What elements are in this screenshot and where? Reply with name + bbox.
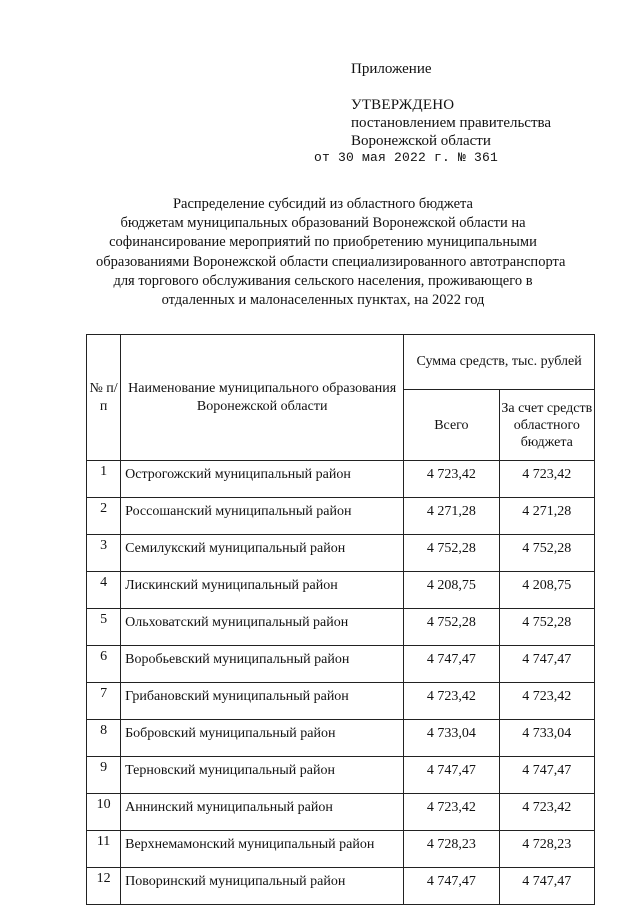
row-total-amount: 4 208,75 bbox=[404, 572, 499, 609]
column-header-regional: За счет средств областного бюджета bbox=[499, 390, 594, 461]
row-number: 2 bbox=[87, 498, 121, 535]
subsidy-table bbox=[86, 334, 595, 905]
row-total-amount: 4 733,04 bbox=[404, 720, 499, 757]
row-number: 11 bbox=[87, 831, 121, 868]
row-regional-amount: 4 747,47 bbox=[499, 757, 594, 794]
approved-by-line-2: Воронежской области bbox=[351, 133, 491, 149]
row-number: 7 bbox=[87, 683, 121, 720]
row-number: 5 bbox=[87, 609, 121, 646]
row-regional-amount: 4 723,42 bbox=[499, 461, 594, 498]
table-row bbox=[87, 720, 595, 757]
table-row bbox=[87, 757, 595, 794]
row-regional-amount: 4 752,28 bbox=[499, 609, 594, 646]
row-regional-amount: 4 723,42 bbox=[499, 794, 594, 831]
row-number: 6 bbox=[87, 646, 121, 683]
column-header-name: Наименование муниципального образования Воронежской области bbox=[121, 335, 404, 461]
approved-heading: УТВЕРЖДЕНО bbox=[351, 97, 455, 113]
appendix-label: Приложение bbox=[351, 61, 432, 77]
row-number: 8 bbox=[87, 720, 121, 757]
table-row bbox=[87, 461, 595, 498]
table-row bbox=[87, 646, 595, 683]
row-total-amount: 4 723,42 bbox=[404, 683, 499, 720]
row-municipality-name: Семилукский муниципальный район bbox=[121, 535, 404, 572]
title-line: бюджетам муниципальных образований Воронежской области на bbox=[120, 215, 526, 232]
row-total-amount: 4 271,28 bbox=[404, 498, 499, 535]
table-row bbox=[87, 868, 595, 905]
row-total-amount: 4 752,28 bbox=[404, 609, 499, 646]
row-number: 12 bbox=[87, 868, 121, 905]
table-row bbox=[87, 609, 595, 646]
row-regional-amount: 4 208,75 bbox=[499, 572, 594, 609]
row-total-amount: 4 747,47 bbox=[404, 868, 499, 905]
column-header-total: Всего bbox=[404, 390, 499, 461]
row-municipality-name: Россошанский муниципальный район bbox=[121, 498, 404, 535]
table-row bbox=[87, 683, 595, 720]
row-total-amount: 4 752,28 bbox=[404, 535, 499, 572]
row-municipality-name: Воробьевский муниципальный район bbox=[121, 646, 404, 683]
row-municipality-name: Поворинский муниципальный район bbox=[121, 868, 404, 905]
title-line: отдаленных и малонаселенных пунктах, на 2022 год bbox=[161, 292, 485, 309]
table-row bbox=[87, 831, 595, 868]
table-row bbox=[87, 572, 595, 609]
row-municipality-name: Верхнемамонский муниципальный район bbox=[121, 831, 404, 868]
row-regional-amount: 4 733,04 bbox=[499, 720, 594, 757]
title-line: для торгового обслуживания сельского населения, проживающего в bbox=[113, 272, 533, 289]
row-total-amount: 4 723,42 bbox=[404, 461, 499, 498]
row-number: 1 bbox=[87, 461, 121, 498]
row-regional-amount: 4 728,23 bbox=[499, 831, 594, 868]
approved-by-line-1: постановлением правительства bbox=[351, 115, 552, 131]
row-number: 4 bbox=[87, 572, 121, 609]
row-municipality-name: Острогожский муниципальный район bbox=[121, 461, 404, 498]
title-line: образованиями Воронежской области специализированного автотранспорта bbox=[96, 253, 566, 270]
row-number: 10 bbox=[87, 794, 121, 831]
row-total-amount: 4 728,23 bbox=[404, 831, 499, 868]
column-header-sum: Сумма средств, тыс. рублей bbox=[404, 335, 595, 390]
row-total-amount: 4 747,47 bbox=[404, 646, 499, 683]
row-municipality-name: Аннинский муниципальный район bbox=[121, 794, 404, 831]
row-municipality-name: Бобровский муниципальный район bbox=[121, 720, 404, 757]
title-line: софинансирование мероприятий по приобретению муниципальными bbox=[109, 234, 537, 251]
approval-block bbox=[351, 96, 551, 150]
row-total-amount: 4 747,47 bbox=[404, 757, 499, 794]
table-header-row bbox=[87, 335, 595, 390]
row-regional-amount: 4 747,47 bbox=[499, 646, 594, 683]
row-regional-amount: 4 747,47 bbox=[499, 868, 594, 905]
row-municipality-name: Терновский муниципальный район bbox=[121, 757, 404, 794]
row-number: 9 bbox=[87, 757, 121, 794]
row-regional-amount: 4 752,28 bbox=[499, 535, 594, 572]
row-regional-amount: 4 271,28 bbox=[499, 498, 594, 535]
row-municipality-name: Ольховатский муниципальный район bbox=[121, 609, 404, 646]
row-municipality-name: Грибановский муниципальный район bbox=[121, 683, 404, 720]
document-title bbox=[96, 195, 566, 310]
table-row bbox=[87, 535, 595, 572]
table-row bbox=[87, 794, 595, 831]
decree-reference: от 30 мая 2022 г. № 361 bbox=[314, 150, 499, 165]
row-regional-amount: 4 723,42 bbox=[499, 683, 594, 720]
table-row bbox=[87, 498, 595, 535]
row-number: 3 bbox=[87, 535, 121, 572]
column-header-number: № п/п bbox=[87, 335, 121, 461]
title-line: Распределение субсидий из областного бюджета bbox=[172, 196, 473, 212]
row-municipality-name: Лискинский муниципальный район bbox=[121, 572, 404, 609]
row-total-amount: 4 723,42 bbox=[404, 794, 499, 831]
